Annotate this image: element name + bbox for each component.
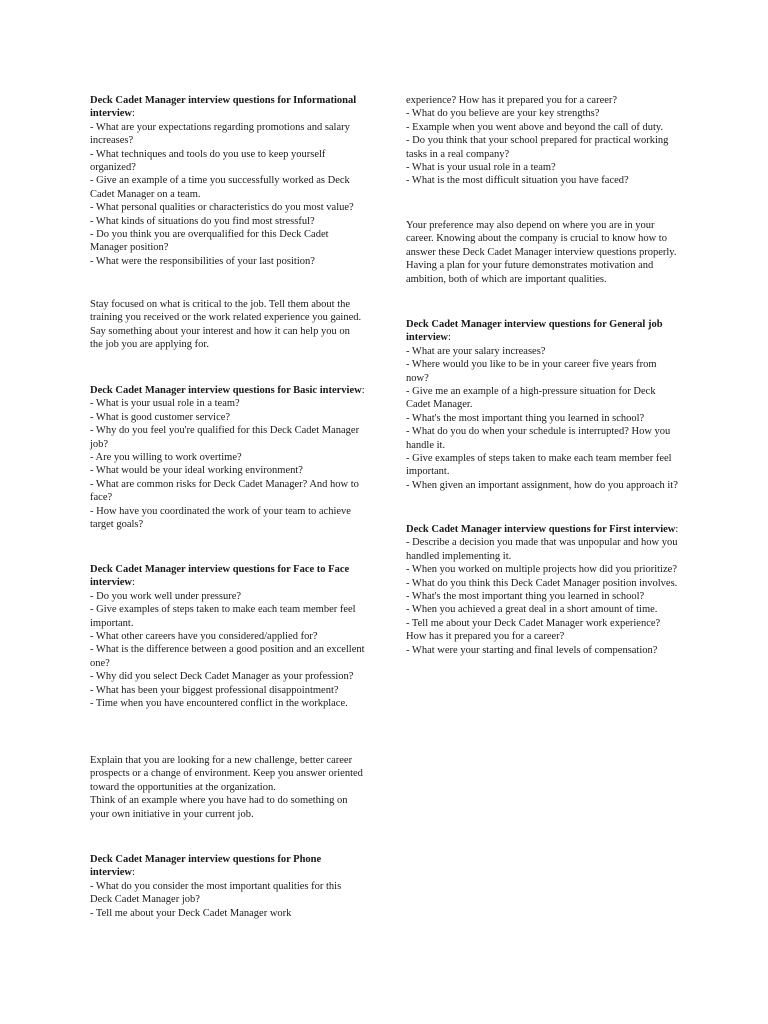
question-item: - What has been your biggest professional disappointment? (90, 684, 339, 696)
heading-colon: : (132, 108, 135, 120)
heading-colon: : (675, 524, 679, 535)
question-item: - Tell me about your Deck Cadet Manager work (90, 907, 292, 919)
section-heading (90, 853, 365, 880)
paragraph-line: Think of an example where you have had to do something on your own initiative in your current job. (90, 795, 348, 820)
question-section (90, 563, 365, 710)
question-section (90, 94, 365, 268)
question-item: - What do you think this Deck Cadet Manager position involves. (406, 577, 678, 589)
question-item: - Are you willing to work overtime? (90, 452, 242, 464)
section-title: Deck Cadet Manager interview questions for Informational interview (90, 95, 357, 120)
question-item: - Give examples of steps taken to make each team member feel important. (406, 453, 672, 478)
question-item: - What do you consider the most important qualities for this Deck Cadet Manager job? (90, 880, 342, 906)
question-item: - Time when you have encountered conflict in the workplace. (90, 698, 348, 710)
question-item: - Give examples of steps taken to make each team member feel important. (90, 604, 356, 629)
question-section (406, 318, 681, 492)
question-item: - What's the most important thing you learned in school? (406, 591, 645, 603)
section-title: Deck Cadet Manager interview questions for Phone interview (90, 854, 322, 879)
section-title: Deck Cadet Manager interview questions for Basic interview (90, 385, 362, 396)
question-item: - Do you work well under pressure? (90, 590, 242, 602)
section-title: Deck Cadet Manager interview questions for Face to Face interview (90, 564, 350, 589)
paragraph-line: - What do you believe are your key strengths? (406, 108, 600, 120)
question-item: - Give an example of a time you successfully worked as Deck Cadet Manager on a team. (90, 175, 350, 200)
paragraph-line: Say something about your interest and how it can help you on the job you are applying for. (90, 325, 350, 351)
section-heading (90, 563, 365, 590)
paragraph-line: - What is the most difficult situation you have faced? (406, 175, 629, 187)
question-item: - Tell me about your Deck Cadet Manager work experience? How has it prepared you for a career? (406, 617, 661, 643)
heading-colon: : (132, 577, 135, 589)
advice-paragraph (90, 754, 365, 821)
question-item: - What were your starting and final levels of compensation? (406, 644, 658, 656)
question-section (406, 523, 681, 657)
paragraph-line: experience? How has it prepared you for a career? (406, 95, 618, 106)
question-item: - Describe a decision you made that was unpopular and how you handled implementing it. (406, 537, 678, 562)
question-item: - What is your usual role in a team? (90, 398, 240, 410)
paragraph-line: - Example when you went above and beyond the call of duty. (406, 121, 664, 133)
paragraph-line: - What is your usual role in a team? (406, 162, 556, 174)
question-item: - When you worked on multiple projects how did you prioritize? (406, 564, 677, 576)
question-item: - What kinds of situations do you find most stressful? (90, 215, 315, 227)
section-heading (90, 384, 365, 397)
section-heading (90, 94, 365, 121)
section-heading (406, 318, 681, 345)
question-section (90, 384, 365, 531)
question-item: - What's the most important thing you learned in school? (406, 412, 645, 424)
question-item: - How have you coordinated the work of your team to achieve target goals? (90, 505, 351, 531)
paragraph-line: - Do you think that your school prepared for practical working tasks in a real company? (406, 135, 669, 160)
heading-colon: : (361, 385, 365, 396)
heading-colon: : (448, 332, 451, 344)
question-item: - When you achieved a great deal in a short amount of time. (406, 604, 658, 616)
question-item: - What are common risks for Deck Cadet Manager? And how to face? (90, 478, 359, 504)
question-item: - What are your expectations regarding promotions and salary increases? (90, 121, 350, 147)
question-item: - Do you think you are overqualified for this Deck Cadet Manager position? (90, 229, 329, 254)
question-item: - What were the responsibilities of your last position? (90, 255, 315, 267)
section-title: Deck Cadet Manager interview questions for General job interview (406, 319, 663, 344)
question-section (90, 853, 365, 920)
question-item: - What is the difference between a good position and an excellent one? (90, 644, 365, 669)
section-heading (406, 523, 681, 536)
question-item: - What is good customer service? (90, 411, 231, 423)
question-item: - Give me an example of a high-pressure situation for Deck Cadet Manager. (406, 386, 656, 411)
question-item: - What techniques and tools do you use to keep yourself organized? (90, 148, 326, 174)
paragraph-line: Explain that you are looking for a new challenge, better career prospects or a change of environment. Keep you answer oriented toward the opportunities at the organization. (90, 755, 363, 793)
question-item: - What do you do when your schedule is interrupted? How you handle it. (406, 426, 671, 451)
paragraph-line: Having a plan for your future demonstrates motivation and ambition, both of which are important qualities. (406, 260, 654, 285)
question-item: - What would be your ideal working environment? (90, 465, 303, 477)
question-item: - Where would you like to be in your career five years from now? (406, 359, 657, 384)
advice-paragraph (406, 94, 681, 188)
question-item: - Why did you select Deck Cadet Manager as your profession? (90, 671, 354, 683)
paragraph-line: Stay focused on what is critical to the job. Tell them about the training you received or the work related experience you gained. (90, 299, 362, 324)
question-item: - Why do you feel you're qualified for this Deck Cadet Manager job? (90, 425, 360, 450)
question-item: - What are your salary increases? (406, 345, 546, 357)
question-item: - What other careers have you considered/applied for? (90, 631, 318, 643)
heading-colon: : (132, 867, 135, 879)
question-item: - What personal qualities or characteristics do you most value? (90, 202, 354, 214)
question-item: - When given an important assignment, how do you approach it? (406, 479, 678, 491)
advice-paragraph (406, 219, 681, 286)
advice-paragraph (90, 298, 365, 352)
paragraph-line: Your preference may also depend on where you are in your career. Knowing about the company is crucial to know how to answer these Deck Cadet Manager interview questions properly. (406, 220, 677, 258)
section-title: Deck Cadet Manager interview questions for First interview (406, 524, 676, 535)
